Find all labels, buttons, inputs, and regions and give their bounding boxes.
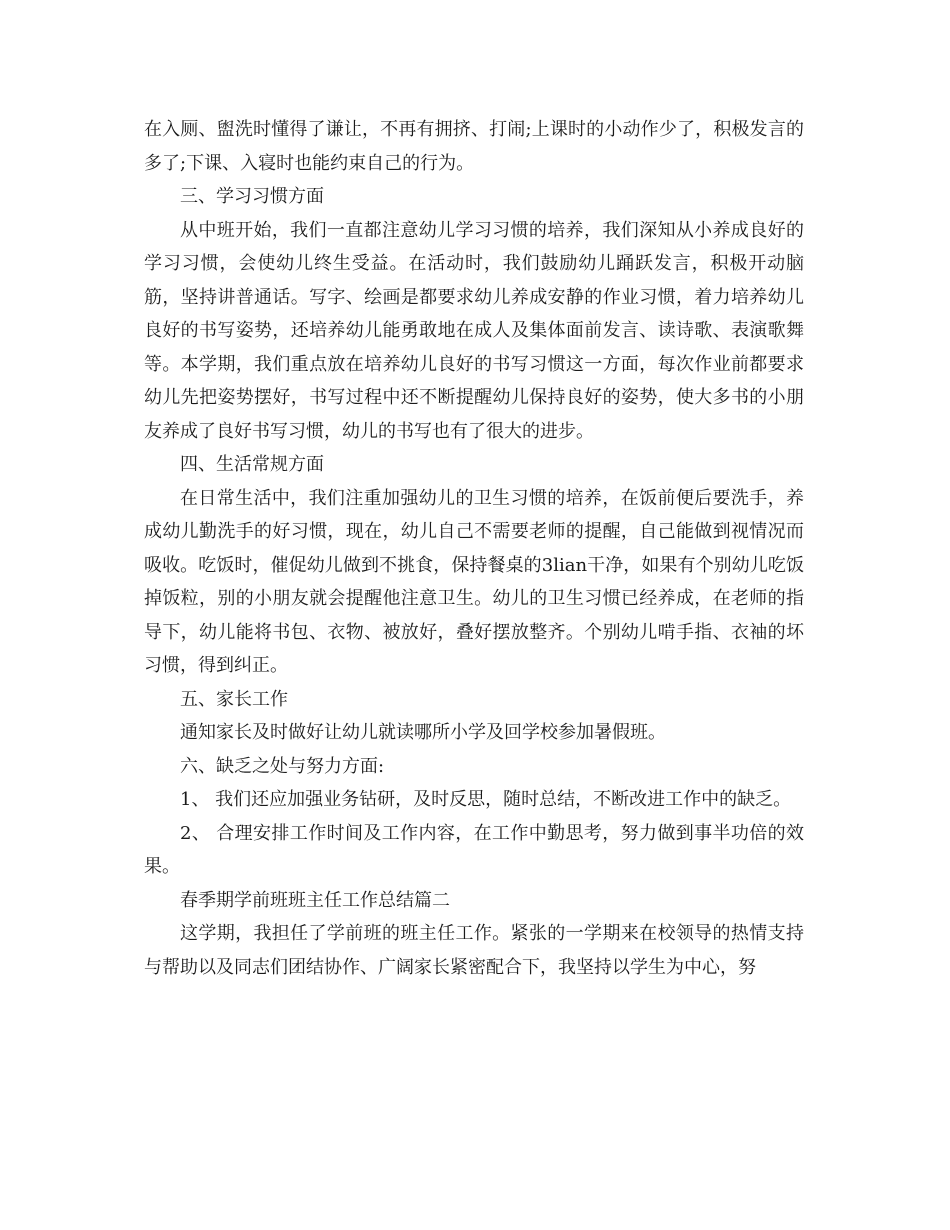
paragraph-parent-work: 通知家长及时做好让幼儿就读哪所小学及回学校参加暑假班。 <box>180 722 666 743</box>
list-item-2: 2、 合理安排工作时间及工作内容，在工作中勤思考，努力做到事半功倍的效果。 <box>144 822 804 877</box>
section-heading-shortcomings: 六、缺乏之处与努力方面: <box>180 755 385 777</box>
paragraph-study-habits: 从中班开始，我们一直都注意幼儿学习习惯的培养，我们深知从小养成良好的学习习惯，会使幼儿终生受益。在活动时，我们鼓励幼儿踊跃发言，积极开动脑筋，坚持讲普通话。写字、绘画是都要求幼儿养成安静的作业习惯，着力培养幼儿良好的书写姿势，还培养幼儿能勇敢地在成人及集体面前发言、读诗歌、表演歌舞等。本学期，我们重点放在培养幼儿良好的书写习惯这一方面，每次作业前都要求幼儿先把姿势摆好，书写过程中还不断提醒幼儿保持良好的姿势，使大多书的小朋友养成了良好书写习惯，幼儿的书写也有了很大的进步。 <box>144 219 804 442</box>
section-heading-daily-routine: 四、生活常规方面 <box>180 454 324 475</box>
paragraph-daily-routine: 在日常生活中，我们注重加强幼儿的卫生习惯的培养，在饭前便后要洗手，养成幼儿勤洗手的好习惯，现在，幼儿自己不需要老师的提醒，自己能做到视情况而吸收。吃饭时，催促幼儿做到不挑食，保持餐桌的3lian干净，如果有个别幼儿吃饭掉饭粒，别的小朋友就会提醒他注意卫生。幼儿的卫生习惯已经养成，在老师的指导下，幼儿能将书包、衣物、被放好，叠好摆放整齐。个别幼儿啃手指、衣袖的坏习惯，得到纠正。 <box>144 487 804 676</box>
article-title-part-two: 春季期学前班班主任工作总结篇二 <box>180 889 450 911</box>
document-body <box>144 113 804 984</box>
list-item-1: 1、 我们还应加强业务钻研，及时反思，随时总结，不断改进工作中的缺乏。 <box>180 789 792 810</box>
section-heading-study-habits: 三、学习习惯方面 <box>180 186 324 207</box>
paragraph-part-two-intro: 这学期，我担任了学前班的班主任工作。紧张的一学期来在校领导的热情支持与帮助以及同志们团结协作、广阔家长紧密配合下，我坚持以学生为中心，努 <box>144 923 804 978</box>
section-heading-parent-work: 五、家长工作 <box>180 688 288 710</box>
paragraph-continued: 在入厕、盥洗时懂得了谦让，不再有拥挤、打闹;上课时的小动作少了，积极发言的多了;下课、入寝时也能约束自己的行为。 <box>144 119 804 174</box>
